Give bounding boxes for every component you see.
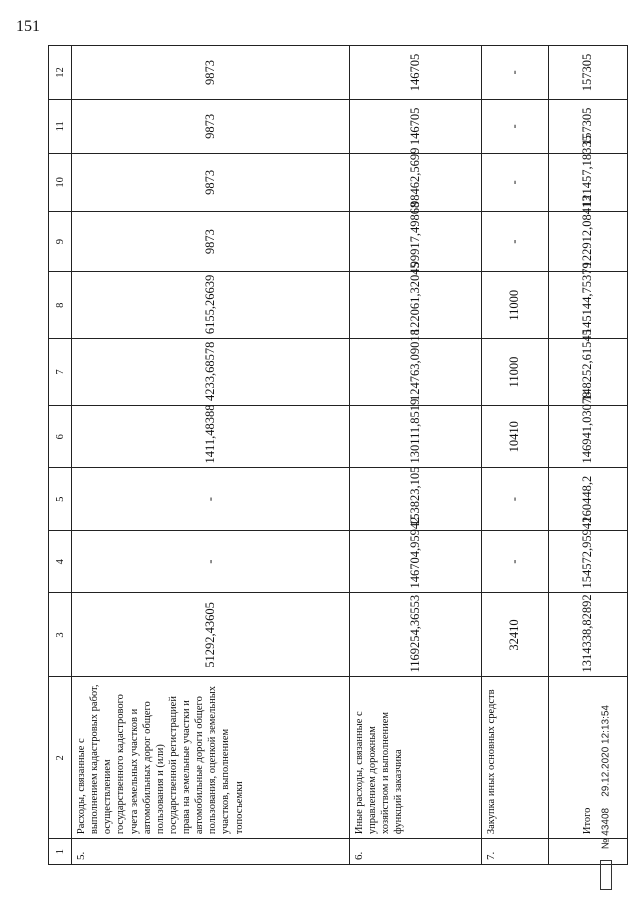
table-cell: 153823,105: [350, 468, 482, 531]
table-cell: 148252,61545: [548, 339, 627, 406]
row-description: Расходы, связанные с выполнением кадастровых работ, осуществлением государственного кадастрового учета земельных участков и автомобильных дорог общего пользования и (или) государственной регистрацией права на земельные участки и автомобильные дороги общего пользования, оценкой земельных участков, выполнением топосъемки: [72, 677, 350, 839]
table-cell: 1314338,82892: [548, 593, 627, 677]
row-index: 5.: [72, 839, 350, 865]
col-header: 7: [49, 339, 72, 406]
table-row: [72, 46, 350, 865]
data-table: [48, 45, 628, 865]
col-header: 5: [49, 468, 72, 531]
table-cell: -: [482, 530, 548, 593]
table-cell: 130111,8519: [350, 405, 482, 468]
table-cell: -: [72, 530, 350, 593]
rotated-table-sheet: [48, 45, 628, 865]
table-cell: 99917,49868: [350, 211, 482, 271]
doc-datetime: 29.12.2020 12:13:54: [600, 705, 612, 797]
table-cell: 11000: [482, 272, 548, 339]
row-description: Закупка иных основных средств: [482, 677, 548, 839]
col-header: 2: [49, 677, 72, 839]
table-cell: 1169254,36553: [350, 593, 482, 677]
row-index: 6.: [350, 839, 482, 865]
table-cell: 146705: [350, 46, 482, 100]
col-header: 10: [49, 153, 72, 211]
table-cell: 122061,32045: [350, 272, 482, 339]
table-cell: 157305: [548, 99, 627, 153]
table-cell: 122912,08413: [548, 211, 627, 271]
table-cell: 98462,5699: [350, 153, 482, 211]
table-cell: 51292,43605: [72, 593, 350, 677]
table-cell: 146705: [350, 99, 482, 153]
page-number: 151: [16, 18, 40, 35]
table-cell: 6155,26639: [72, 272, 350, 339]
stamp-icon: [600, 860, 612, 890]
table-cell: 4233,68578: [72, 339, 350, 406]
table-cell: -: [482, 46, 548, 100]
table-cell: 154572,95942: [548, 530, 627, 593]
table-cell: 121457,18335: [548, 153, 627, 211]
table-cell: -: [72, 468, 350, 531]
col-header: 11: [49, 99, 72, 153]
table-cell: 124763,09018: [350, 339, 482, 406]
table-cell: 157305: [548, 46, 627, 100]
table-cell: 145144,75379: [548, 272, 627, 339]
table-cell: 9873: [72, 99, 350, 153]
col-header: 1: [49, 839, 72, 865]
table-cell: 11000: [482, 339, 548, 406]
table-cell: 9873: [72, 46, 350, 100]
document-footer: [600, 590, 612, 890]
table-cell: 146941,03078: [548, 405, 627, 468]
table-cell: 10410: [482, 405, 548, 468]
table-cell: -: [482, 468, 548, 531]
table-row-total: [548, 46, 627, 865]
table-row: [350, 46, 482, 865]
table-cell: 9873: [72, 153, 350, 211]
table-cell: 32410: [482, 593, 548, 677]
table-cell: 146704,95942: [350, 530, 482, 593]
table-row: [482, 46, 548, 865]
table-cell: 9873: [72, 211, 350, 271]
col-header: 9: [49, 211, 72, 271]
header-row: [49, 46, 72, 865]
table-cell: -: [482, 211, 548, 271]
row-description: Итого: [548, 677, 627, 839]
col-header: 4: [49, 530, 72, 593]
table-cell: -: [482, 153, 548, 211]
table-cell: 160448,2: [548, 468, 627, 531]
table-cell: -: [482, 99, 548, 153]
col-header: 6: [49, 405, 72, 468]
doc-number: № 43408: [600, 807, 612, 850]
row-index: [548, 839, 627, 865]
row-index: 7.: [482, 839, 548, 865]
col-header: 8: [49, 272, 72, 339]
row-description: Иные расходы, связанные с управлением дорожным хозяйством и выполнением функций заказчика: [350, 677, 482, 839]
table-cell: 1411,48388: [72, 405, 350, 468]
col-header: 3: [49, 593, 72, 677]
col-header: 12: [49, 46, 72, 100]
